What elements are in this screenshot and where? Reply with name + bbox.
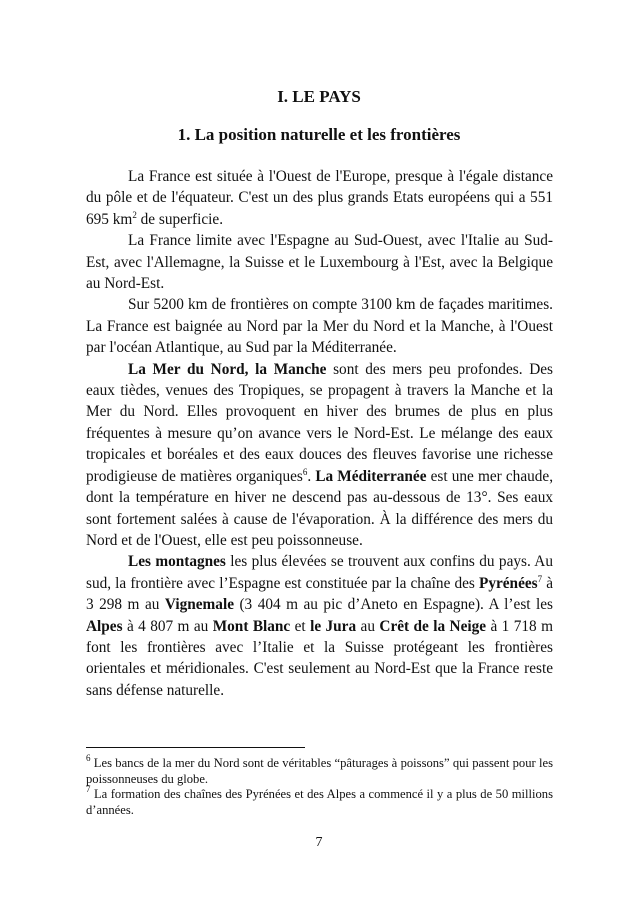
bold-term: Mont Blanc [212,617,291,635]
body-text [86,166,553,701]
paragraph-situation [86,166,553,230]
superscript: 2 [132,209,137,220]
text-span: à 1 718 m font les frontières avec l’Italie et la Suisse protégeant les frontières orientales et méridionales. C'est seulement au Nord-Est que la France reste sans défense naturelle. [86,617,553,699]
bold-term: Vignemale [164,596,234,614]
page-number: 7 [315,835,323,850]
text-span: La France est située à l'Ouest de l'Europe, presque à l'égale distance du pôle et de l'équateur. C'est un des plus grands Etats européens qui a 551 695 km [86,168,553,228]
bold-term: La Méditerranée [315,467,427,485]
footnote-text: Les bancs de la mer du Nord sont de véritables “pâturages à poissons” qui passent pour les poissonneuses du globe. [86,756,553,786]
text-span: (3 404 m au pic d’Aneto en Espagne). A l’est les [233,596,553,614]
text-span: les plus élevées se trouvent aux confins du pays. Au sud, la frontière avec l’Espagne est constituée par la chaîne des [86,553,554,592]
bold-term: Crêt de la Neige [379,617,487,635]
footnote-6 [86,753,553,787]
text-span: à 3 298 m au [86,574,554,614]
text-span: au [356,617,380,635]
footnote-7 [86,784,553,818]
footnote-number: 7 [86,784,91,795]
footnotes [86,753,553,818]
bold-term: Alpes [86,617,123,635]
chapter-title: I. LE PAYS [277,87,361,106]
footnote-ref-7: 7 [537,573,543,584]
bold-term: La Mer du Nord, la Manche [128,360,327,378]
text-span: sont des mers peu profondes. Des eaux tièdes, venues des Tropiques, se propagent à travers la Manche et la Mer du Nord. Elles provoquent en hiver des brumes de plus en plus fréquentes à mesure qu’on avance vers le Nord-Est. Le mélange des eaux tropicales et boréales et des eaux douces des fleuves favorise une richesse prodigieuse de matières organiques [86,360,553,485]
paragraph-mountains [86,551,553,701]
text-span: . [307,467,316,485]
footnote-text: La formation des chaînes des Pyrénées et des Alpes a commencé il y a plus de 50 millions d’années. [86,787,553,817]
bold-term: Pyrénées [478,574,538,592]
text-span: à 4 807 m au [122,617,213,635]
text-span: et [290,617,311,635]
bold-term: le Jura [310,617,357,635]
paragraph-borders: La France limite avec l'Espagne au Sud-Ouest, avec l'Italie au Sud-Est, avec l'Allemagne, la Suisse et le Luxembourg à l'Est, avec la Belgique au Nord-Est. [86,232,553,293]
footnote-number: 6 [86,753,91,763]
footnote-separator [86,747,305,748]
text-span: est une mer chaude, dont la température en hiver ne descend pas au-dessous de 13°. Ses eaux sont fortement salées à cause de l'évaporation. À la différence des mers du Nord et de l'Ouest, elle est peu poissonneuse. [86,467,554,549]
bold-term: Les montagnes [128,553,226,571]
paragraph-coastline: Sur 5200 km de frontières on compte 3100 km de façades maritimes. La France est baignée au Nord par la Mer du Nord et la Manche, à l'Ouest par l'océan Atlantique, au Sud par la Méditerranée. [86,296,553,357]
footnote-ref-6: 6 [302,466,308,477]
text-span: de superficie. [136,210,224,228]
paragraph-seas [86,359,553,552]
section-title: 1. La position naturelle et les frontières [177,125,461,144]
